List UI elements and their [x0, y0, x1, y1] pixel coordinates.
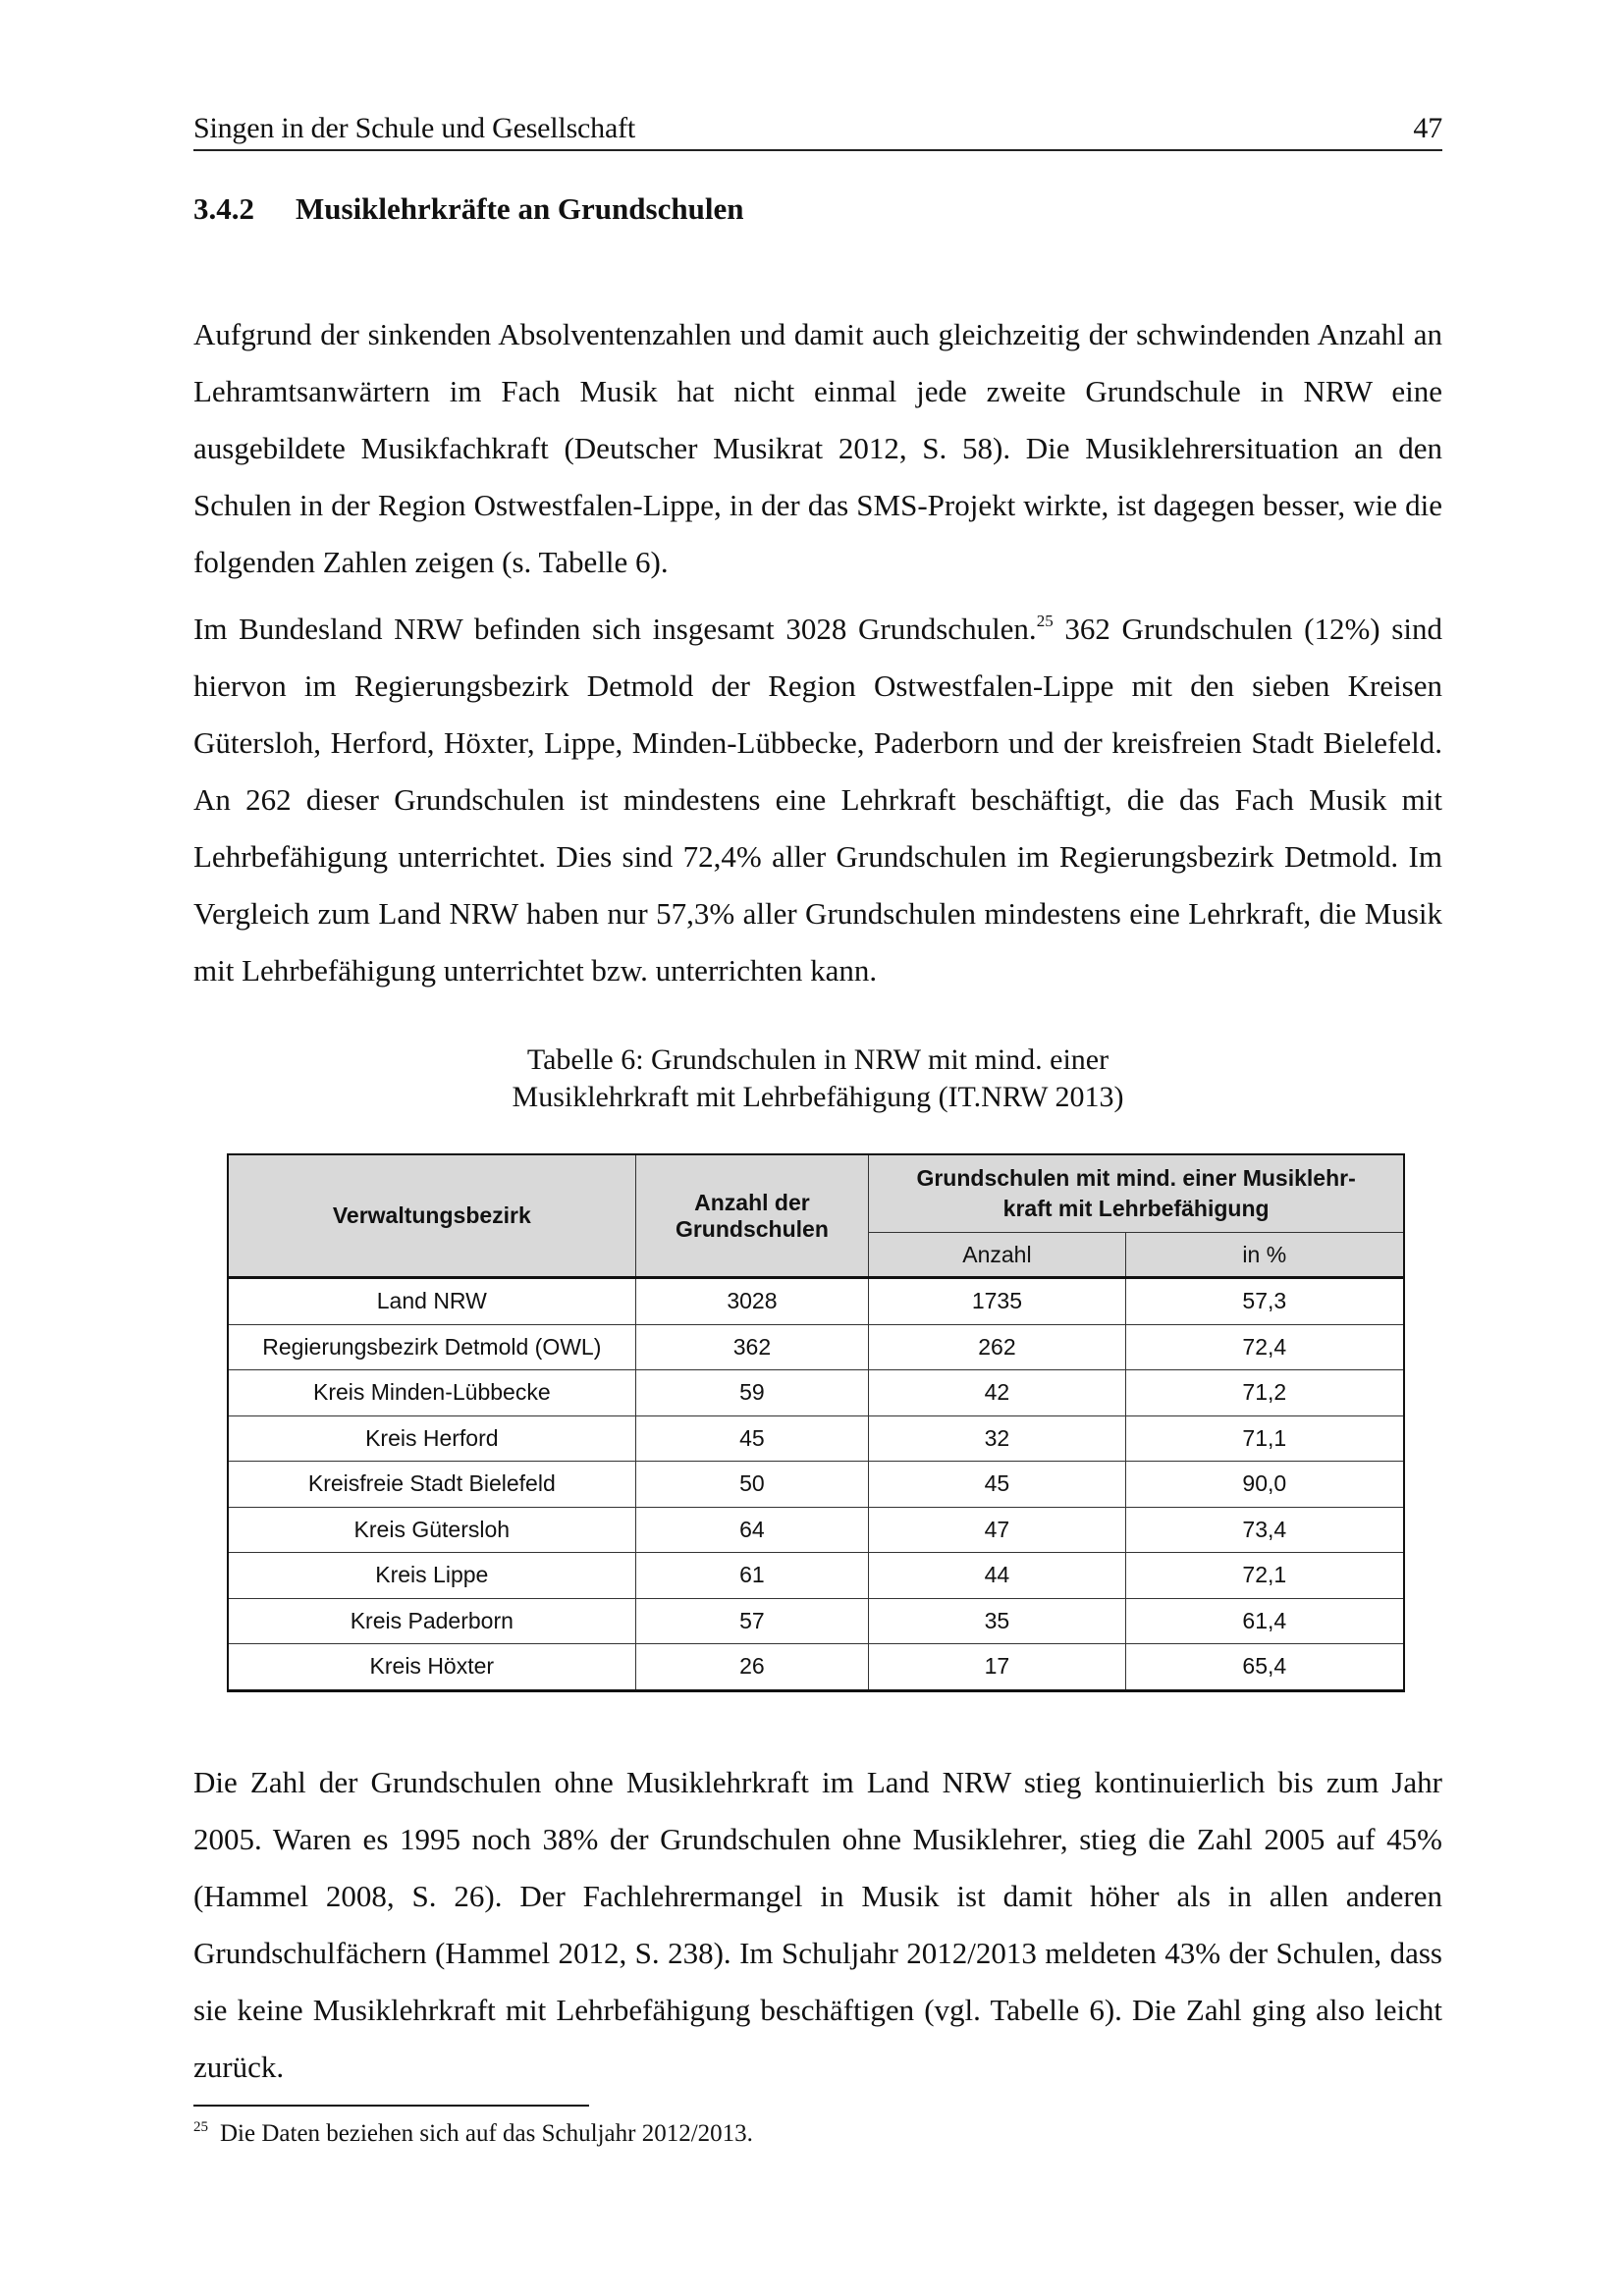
table-row — [228, 1462, 1404, 1508]
cell-anzahl: 45 — [869, 1462, 1125, 1508]
table-row — [228, 1278, 1404, 1325]
page-number: 47 — [1413, 112, 1442, 144]
table-caption-line-2: Musiklehrkraft mit Lehrbefähigung (IT.NRW 2013) — [512, 1081, 1124, 1113]
cell-bezirk: Kreis Paderborn — [228, 1598, 635, 1644]
footnote-number: 25 — [193, 2119, 208, 2135]
cell-bezirk: Kreisfreie Stadt Bielefeld — [228, 1462, 635, 1508]
cell-grundschulen: 50 — [635, 1462, 869, 1508]
cell-anzahl: 1735 — [869, 1278, 1125, 1325]
cell-bezirk: Kreis Herford — [228, 1415, 635, 1462]
cell-bezirk: Land NRW — [228, 1278, 635, 1325]
cell-prozent: 57,3 — [1125, 1278, 1404, 1325]
paragraph-2 — [193, 601, 1442, 999]
cell-anzahl: 262 — [869, 1324, 1125, 1370]
data-table — [227, 1153, 1405, 1692]
table-row — [228, 1553, 1404, 1599]
cell-prozent: 73,4 — [1125, 1507, 1404, 1553]
header-prozent: in % — [1125, 1233, 1404, 1278]
cell-prozent: 90,0 — [1125, 1462, 1404, 1508]
cell-grundschulen: 3028 — [635, 1278, 869, 1325]
paragraph-1: Aufgrund der sinkenden Absolventenzahlen und damit auch gleichzeitig der schwindenden Anzahl an Lehramtsanwärtern im Fach Musik hat nicht einmal jede zweite Grundschule in NRW eine ausgebildete Musikfachkraft (Deutscher Musikrat 2012, S. 58). Die Musiklehrersituation an den Schulen in der Region Ostwestfalen-Lippe, in der das SMS-Projekt wirkte, ist dagegen besser, wie die folgenden Zahlen zeigen (s. Tabelle 6). — [193, 317, 1442, 579]
table-row — [228, 1324, 1404, 1370]
footnote-divider — [193, 2105, 589, 2107]
cell-bezirk: Kreis Lippe — [228, 1553, 635, 1599]
header-anzahl: Anzahl — [869, 1233, 1125, 1278]
table-caption-line-1: Tabelle 6: Grundschulen in NRW mit mind. einer — [526, 1043, 1109, 1076]
header-group-musiklehrkraft: Grundschulen mit mind. einer Musiklehrkraft mit Lehrbefähigung — [869, 1154, 1404, 1233]
cell-bezirk: Kreis Höxter — [228, 1644, 635, 1691]
cell-prozent: 71,1 — [1125, 1415, 1404, 1462]
section-heading — [193, 191, 743, 227]
cell-grundschulen: 26 — [635, 1644, 869, 1691]
paragraph-2-text-a: Im Bundesland NRW befinden sich insgesamt 3028 Grundschulen. — [193, 612, 1037, 646]
cell-grundschulen: 59 — [635, 1370, 869, 1416]
cell-anzahl: 17 — [869, 1644, 1125, 1691]
cell-bezirk: Regierungsbezirk Detmold (OWL) — [228, 1324, 635, 1370]
cell-prozent: 72,4 — [1125, 1324, 1404, 1370]
cell-anzahl: 42 — [869, 1370, 1125, 1416]
table-caption — [193, 1041, 1442, 1116]
cell-grundschulen: 61 — [635, 1553, 869, 1599]
cell-prozent: 72,1 — [1125, 1553, 1404, 1599]
table-row — [228, 1598, 1404, 1644]
running-header — [193, 108, 1442, 151]
cell-bezirk: Kreis Minden-Lübbecke — [228, 1370, 635, 1416]
paragraph-3: Die Zahl der Grundschulen ohne Musiklehrkraft im Land NRW stieg kontinuierlich bis zum Jahr 2005. Waren es 1995 noch 38% der Grundschulen ohne Musiklehrer, stieg die Zahl 2005 auf 45% (Hammel 2008, S. 26). Der Fachlehrermangel in Musik ist damit höher als in allen anderen Grundschulfächern (Hammel 2012, S. 238). Im Schuljahr 2012/2013 meldeten 43% der Schulen, dass sie keine Musiklehrkraft mit Lehrbefähigung beschäftigen (vgl. Tabelle 6). Die Zahl ging also leicht zurück. — [193, 1765, 1442, 2084]
header-verwaltungsbezirk: Verwaltungsbezirk — [228, 1154, 635, 1278]
cell-anzahl: 35 — [869, 1598, 1125, 1644]
cell-anzahl: 32 — [869, 1415, 1125, 1462]
cell-grundschulen: 64 — [635, 1507, 869, 1553]
table-row — [228, 1415, 1404, 1462]
running-title: Singen in der Schule und Gesellschaft — [193, 112, 635, 144]
footnote-reference[interactable]: 25 — [1036, 612, 1054, 630]
cell-bezirk: Kreis Gütersloh — [228, 1507, 635, 1553]
section-title: Musiklehrkräfte an Grundschulen — [296, 191, 744, 226]
paragraph-2-text-b: 362 Grundschulen (12%) sind hiervon im Regierungsbezirk Detmold der Region Ostwestfalen-Lippe mit den sieben Kreisen Gütersloh, Herford, Höxter, Lippe, Minden-Lübbecke, Paderborn und der kreisfreien Stadt Bielefeld. An 262 dieser Grundschulen ist mindestens eine Lehrkraft beschäftigt, die das Fach Musik mit Lehrbefähigung unterrichtet. Dies sind 72,4% aller Grundschulen im Regierungsbezirk Detmold. Im Vergleich zum Land NRW haben nur 57,3% aller Grundschulen mindestens eine Lehrkraft, die Musik mit Lehrbefähigung unterrichtet bzw. unterrichten kann. — [193, 612, 1442, 988]
cell-prozent: 71,2 — [1125, 1370, 1404, 1416]
cell-grundschulen: 362 — [635, 1324, 869, 1370]
cell-prozent: 65,4 — [1125, 1644, 1404, 1691]
cell-anzahl: 44 — [869, 1553, 1125, 1599]
cell-anzahl: 47 — [869, 1507, 1125, 1553]
cell-prozent: 61,4 — [1125, 1598, 1404, 1644]
footnote — [193, 2120, 753, 2148]
cell-grundschulen: 57 — [635, 1598, 869, 1644]
section-number: 3.4.2 — [193, 191, 254, 226]
table-row — [228, 1370, 1404, 1416]
cell-grundschulen: 45 — [635, 1415, 869, 1462]
footnote-text: Die Daten beziehen sich auf das Schuljahr 2012/2013. — [220, 2120, 753, 2147]
table-row — [228, 1507, 1404, 1553]
table-row — [228, 1644, 1404, 1691]
header-anzahl-grundschulen: Anzahl der Grundschulen — [635, 1154, 869, 1278]
